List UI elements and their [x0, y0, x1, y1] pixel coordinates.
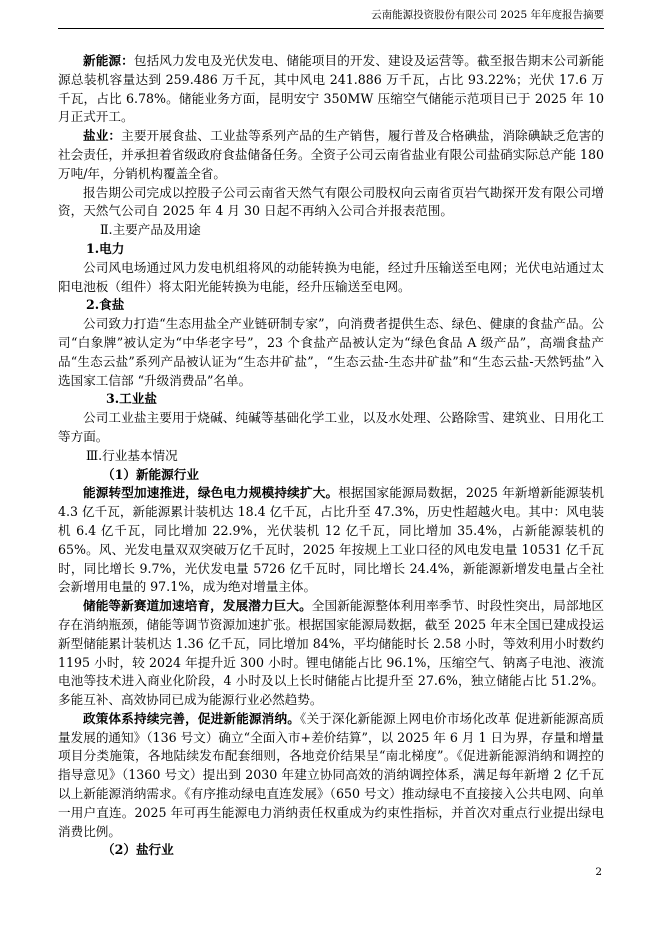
salt-text: 主要开展食盐、工业盐等系列产品的生产销售，履行普及合格碘盐，消除碘缺乏危害的社会责任，并承担着省级政府食盐储备任务。全资子公司云南省盐业有限公司盐硝实际总产能 180 万吨/年，分销机构覆盖全省。 [58, 128, 605, 181]
page-header [58, 6, 604, 29]
new-energy-industry-heading: （1）新能源行业 [102, 466, 199, 482]
industry-paragraph-3: 政策体系持续完善，促进新能源消纳。《关于深化新能源上网电价市场化改革 促进新能源高质量发展的通知》（136 号文）确立“全面入市+差价结算”，以 2025 年 6 月 1 日为界，存量和增量项目分类施策，各地陆续发布配套细则，各地竞价结果呈“南北梯度”。《促进新能源消纳和调控的指导意见》（1360 号文）提出到 2030 年建立协同高效的消纳调控体系，满足每年新增 2 亿千瓦以上新能源消纳需求。《有序推动绿电直连发展》（650 号文）推动绿电不直接接入公共电网、向单一用户直连。2025 年可再生能源电力消纳责任权重成为约束性指标，并首次对重点行业提出绿电消费比例。 [58, 710, 604, 839]
industry-heading: Ⅲ.行业基本情况 [86, 447, 178, 463]
new-energy-label: 新能源： [83, 53, 134, 68]
salt-paragraph [58, 127, 604, 183]
industry-paragraph-1: 能源转型加速推进，绿色电力规模持续扩大。根据国家能源局数据，2025 年新增新能源装机 4.3 亿千瓦，新能源累计装机达 18.4 亿千瓦，占比升至 47.3%，历史性超越火电。其中：风电装机 6.4 亿千瓦，同比增加 22.9%，光伏装机 12 亿千瓦，同比增加 35.4%，占新能源装机的 65%。风、光发电量双双突破万亿千瓦时，2025 年按规上工业口径的风电发电量 10531 亿千瓦时，同比增长 9.7%，光伏发电量 5726 亿千瓦时，同比增长 24.4%，新能源新增发电量占全社会新增用电量的 97.1%，成为绝对增量主体。 [58, 485, 604, 595]
new-energy-paragraph [58, 52, 604, 127]
industry-paragraph-2: 储能等新赛道加速培育，发展潜力巨大。全国新能源整体利用率季节、时段性突出，局部地区存在消纳瓶颈，储能等调节资源加速扩张。根据国家能源局数据，截至 2025 年末全国已建成投运新型储能累计装机达 1.36 亿千瓦，同比增加 84%，平均储能时长 2.58 小时，等效利用小时数约 1195 小时，较 2024 年提升近 300 小时。锂电储能占比 96.1%，压缩空气、钠离子电池、液流电池等技术进入商业化阶段，4 小时及以上长时储能占比提升至 27.6%，独立储能占比 51.2%。多能互补、高效协同已成为能源行业必然趋势。 [58, 598, 605, 708]
header-title: 云南能源投资股份有限公司 2025 年年度报告摘要 [371, 9, 604, 21]
power-paragraph: 公司风电场通过风力发电机组将风的动能转换为电能，经过升压输送至电网；光伏电站通过太阳电池板（组件）将太阳光能转换为电能，经升压输送至电网。 [58, 259, 604, 294]
gas-note-paragraph: 报告期公司完成以控股子公司云南省天然气有限公司股权向云南省页岩气勘探开发有限公司增资，天然气公司自 2025 年 4 月 30 日起不再纳入公司合并报表范围。 [58, 184, 604, 219]
products-heading: Ⅱ.主要产品及用途 [100, 222, 201, 238]
page-number: 2 [595, 866, 602, 878]
industrial-salt-paragraph: 公司工业盐主要用于烧碱、纯碱等基础化学工业，以及水处理、公路除雪、建筑业、日用化工等方面。 [58, 410, 604, 444]
salt-industry-heading: （2）盐行业 [102, 842, 174, 858]
new-energy-text: 包括风力发电及光伏发电、储能项目的开发、建设及运营等。截至报告期末公司新能源总装机容量达到 259.486 万千瓦，其中风电 241.886 万千瓦，占比 93.22%；光伏 17.6 万千瓦，占比 6.78%。储能业务方面，昆明安宁 350MW 压缩空气储能示范项目已于 2025 年 10 月正式开工。 [58, 53, 605, 125]
salt-label: 盐业： [83, 128, 122, 144]
food-salt-paragraph: 公司致力打造“生态用盐全产业链研制专家”，向消费者提供生态、绿色、健康的食盐产品。公司“白象牌”被认定为“中华老字号”，23 个食盐产品被认定为“绿色食品 A 级产品”，高端食盐产品“生态云盐”系列产品被认证为“生态井矿盐”，“生态云盐-生态井矿盐”和“生态云盐-天然钙盐”入选国家工信部 “升级消费品”名单。 [58, 316, 604, 388]
power-heading: 1.电力 [86, 240, 125, 256]
industrial-salt-heading: 3.工业盐 [106, 391, 157, 407]
food-salt-heading: 2.食盐 [86, 297, 125, 313]
document-body [58, 52, 604, 860]
